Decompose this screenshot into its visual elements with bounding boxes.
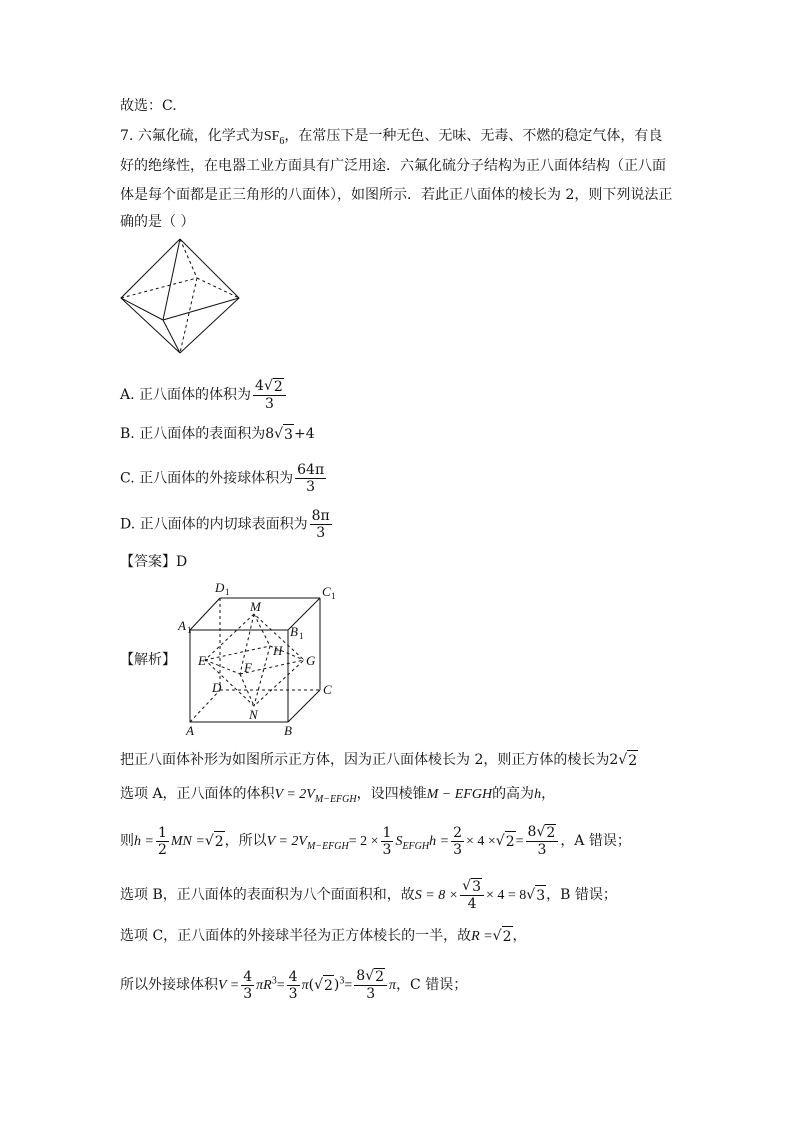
solution-text: ，A 错误； (560, 833, 631, 849)
edge (163, 239, 180, 320)
math-expr: × 4 × (466, 834, 496, 849)
octa-edge (254, 646, 270, 706)
edge (180, 239, 239, 353)
coef: 8 (265, 426, 275, 442)
cube-figure (170, 578, 340, 738)
math-expr: V = (218, 978, 240, 993)
option-text: 正八面体的体积为 (139, 387, 252, 403)
formula (263, 129, 285, 147)
edge (121, 298, 163, 320)
label-c1: C (322, 584, 331, 599)
num: 1 (157, 824, 167, 841)
math-expr: × 4 = 8 (486, 888, 527, 903)
solution-line-5: 选项 C，正八面体的外接球半径为正方体棱长的一半，故R = √ 2 ， (120, 928, 527, 945)
solution-text: ，所以 (224, 833, 267, 849)
math-expr: S (395, 834, 403, 849)
option-label: C. (120, 470, 135, 487)
cube-edge (288, 690, 320, 722)
num: 2 (453, 824, 462, 841)
solution-text: ，设四棱锥 (356, 786, 427, 802)
fraction (310, 508, 332, 541)
fraction: 4 √ 2 3 (253, 378, 286, 412)
math-expr: h = (429, 834, 450, 849)
math-sup: 3 (271, 975, 277, 987)
label-c: C (323, 682, 332, 697)
solution-text: 所以外接球体积 (120, 977, 218, 993)
label-b1: B (290, 624, 298, 639)
radicand: 2 (375, 969, 385, 985)
label-sub: 1 (225, 587, 230, 597)
math-expr: = 2 × (348, 834, 379, 849)
option-d (120, 508, 334, 541)
num: 64π (297, 462, 325, 478)
solution-text: 选项 B，正八面体的表面积为八个面面积和，故 (120, 887, 415, 903)
option-c (120, 462, 328, 495)
fraction: √ 3 4 (460, 878, 484, 912)
label-m: M (250, 599, 261, 614)
label-g: G (306, 653, 316, 668)
math-expr: = (344, 978, 353, 993)
den: 3 (264, 396, 274, 412)
math-expr: πR (256, 978, 272, 993)
label-f: F (244, 660, 252, 675)
octa-edge (205, 660, 240, 674)
label-sub: 1 (299, 631, 304, 641)
label-d: D (212, 680, 222, 695)
radicand: 2 (627, 750, 638, 771)
fraction (287, 969, 300, 1002)
question-line-2: 好的绝缘性，在电器工业方面具有广泛用途．六氟化硫分子结构为正八面体结构（正八面 (120, 158, 666, 174)
question-text: 六氟化硫，化学式为 (137, 128, 264, 144)
addend: +4 (293, 426, 315, 442)
answer-line (120, 552, 187, 572)
hidden-edge (197, 278, 239, 298)
label-b: B (284, 723, 292, 738)
math-expr: V = 2V (274, 787, 315, 802)
den: 3 (537, 842, 547, 858)
cube-edge (190, 598, 220, 630)
solution-text: ， (512, 928, 527, 944)
label-a1: A (178, 618, 186, 633)
fraction (156, 825, 169, 858)
hidden-edge (180, 278, 197, 353)
octa-edge (205, 646, 270, 660)
label-n: N (249, 707, 258, 722)
solution-text: 的高为 (492, 786, 535, 802)
label-sub: 1 (187, 625, 192, 635)
math-expr: = (276, 978, 285, 993)
option-text: 正八面体的表面积为 (139, 426, 266, 442)
solution-text: ，C 错误； (396, 977, 468, 993)
option-label: D. (120, 516, 136, 533)
answer-label: 【答案】 (120, 554, 176, 570)
math-expr: V = 2V (266, 834, 307, 849)
analysis-label: 【解析】 (120, 652, 176, 668)
answer-value: D (176, 554, 188, 570)
previous-answer: 故选：C. (120, 98, 177, 114)
math-expr: M − EFGH (426, 787, 493, 802)
label-a: A (186, 723, 194, 738)
num: 4 (243, 968, 253, 985)
label-sub: 1 (331, 591, 336, 601)
octahedron-figure (118, 236, 244, 356)
radicand: 2 (323, 975, 334, 996)
solution-line-6: 所以外接球体积V = $\frac{4}{3}$ $\pi R^3=$ $\frac{4}{3}$ π( √ 2 )$^3$= 8 √ 2 3 π，C 错误； (120, 968, 468, 1002)
solution-text: 选项 A，正八面体的体积 (120, 786, 275, 802)
solution-text: 则 (120, 833, 134, 849)
den: 3 (243, 985, 253, 1002)
fraction (295, 462, 326, 495)
num: 4 (288, 968, 298, 985)
num: 4 (255, 378, 264, 394)
coef: 2 (609, 752, 619, 768)
math-expr: = (515, 834, 524, 849)
fraction: 8 √ 2 3 (354, 968, 387, 1002)
option-text: 正八面体的内切球表面积为 (139, 516, 308, 533)
solution-text: 选项 C，正八面体的外接球半径为正方体棱长的一半，故 (120, 928, 472, 944)
solution-text: 把正八面体补形为如图所示正方体，因为正八面体棱长为 2，则正方体的棱长为 (120, 752, 610, 768)
den: 3 (316, 525, 326, 541)
label-h: H (273, 643, 283, 658)
num: 8 (356, 968, 366, 984)
question-line-3: 体是每个面都是正三角形的八面体），如图所示．若此正八面体的棱长为 2，则下列说法正 (120, 187, 673, 203)
radicand: 3 (472, 879, 481, 895)
den: 2 (157, 841, 167, 858)
solution-line-2 (120, 784, 555, 810)
radicand: 3 (535, 885, 546, 906)
radicand: 2 (546, 825, 556, 841)
radicand: 2 (502, 926, 513, 947)
hidden-edge (121, 278, 197, 298)
math-expr: MN = (170, 834, 205, 849)
label-e: E (198, 653, 206, 668)
option-label: A. (120, 387, 135, 403)
math-expr: R = (471, 929, 493, 944)
question-line-4: 确的是（ ） (120, 214, 195, 230)
fraction (381, 825, 394, 858)
math-expr: h (534, 787, 542, 802)
math-sub: M−EFGH (306, 840, 349, 852)
option-b: B. 正八面体的表面积为8 √ 3 +4 (120, 426, 315, 443)
solution-text: ，B 错误； (546, 887, 617, 903)
paren-close: ) (333, 977, 340, 993)
fraction (451, 825, 464, 858)
math-sub: M−EFGH (314, 793, 357, 805)
solution-line-4: 选项 B，正八面体的表面积为八个面面积和，故S = 8 × √ 3 4 × 4 = 8 √ 3 ，B 错误； (120, 878, 617, 912)
math-expr: S = 8 × (414, 888, 459, 903)
hidden-edge (180, 239, 197, 278)
question-number: 7. (120, 128, 134, 144)
radicand: 2 (273, 379, 283, 395)
edge (163, 320, 180, 353)
den: 4 (467, 896, 477, 912)
radicand: 3 (283, 424, 294, 445)
option-label: B. (120, 426, 135, 442)
paren-open: ( (308, 977, 315, 993)
num: 8π (311, 508, 330, 524)
option-text: 正八面体的外接球体积为 (139, 470, 294, 487)
fraction (241, 969, 254, 1002)
radicand: 2 (214, 831, 225, 852)
den: 3 (306, 479, 316, 495)
math-sub: EFGH (402, 840, 430, 852)
num: 1 (382, 824, 392, 841)
option-a (120, 378, 288, 412)
fraction: 8 √ 2 3 (526, 824, 559, 858)
question-text: ，在常压下是一种无色、无味、无毒、不燃的稳定气体，有良 (284, 128, 663, 144)
num: 8 (527, 824, 537, 840)
formula-main: SF (263, 129, 280, 144)
math-sup: 3 (339, 975, 345, 987)
question-line-1 (120, 126, 662, 152)
den: 3 (366, 986, 376, 1002)
radicand: 2 (505, 831, 516, 852)
solution-line-3: 则h = $\frac{1}{2}$ MN = √ 2 ，所以$V = 2V_{M-EFGH}= 2$ × $\frac{1}{3}$ $S_{EFGH}h$ = $\frac{2}{3}$ × 4 × √ 2 = 8 √ 2 3 ，A 错误； (120, 824, 631, 858)
solution-line-1: 把正八面体补形为如图所示正方体，因为正八面体棱长为 2，则正方体的棱长为2 √ 2 (120, 752, 638, 769)
den: 3 (382, 841, 392, 858)
solution-text: ， (541, 786, 556, 802)
math-expr: π (301, 978, 309, 993)
den: 3 (453, 841, 462, 858)
math-expr: π (389, 978, 397, 993)
formula-sub: 6 (279, 135, 285, 147)
label-d1: D (215, 580, 225, 595)
den: 3 (288, 985, 298, 1002)
math-expr: h = (134, 834, 154, 849)
